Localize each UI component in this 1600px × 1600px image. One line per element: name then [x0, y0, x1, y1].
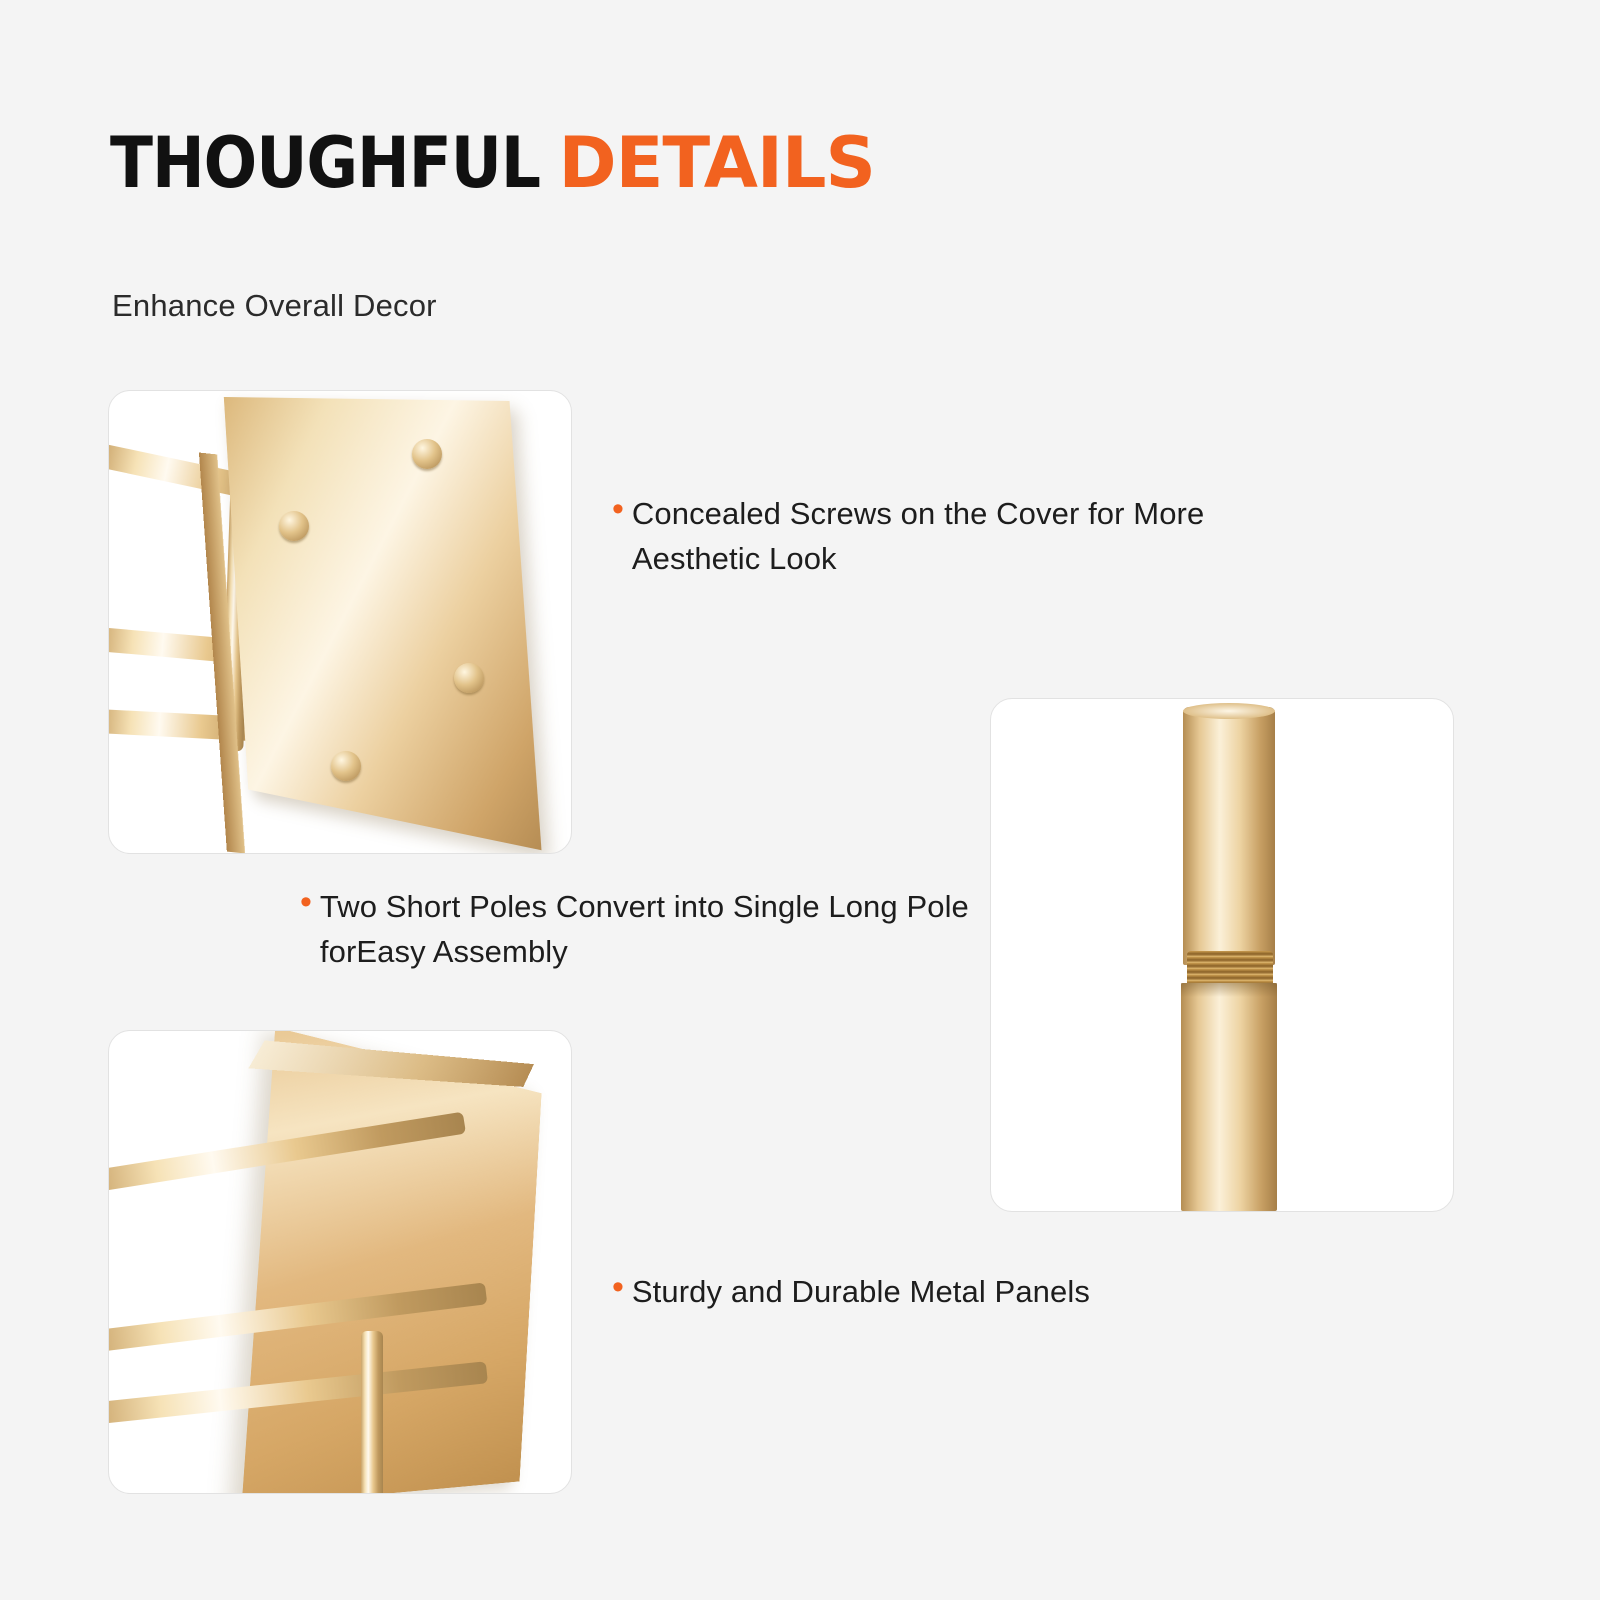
- page-title-accent: DETAILS: [558, 122, 875, 204]
- pole-lower-segment: [1181, 983, 1277, 1211]
- metal-panel-frame-photo: [108, 1030, 572, 1494]
- frame-pole-vertical: [361, 1331, 383, 1494]
- metal-panel-frame-illustration: [109, 1031, 571, 1493]
- screw-bottom-right: [454, 663, 484, 693]
- pole-joint-photo: [990, 698, 1454, 1212]
- screw-top-left: [279, 511, 309, 541]
- cover-plate-screws-illustration: [109, 391, 571, 853]
- cover-plate-screws-photo: [108, 390, 572, 854]
- bullet-icon: •: [300, 883, 312, 921]
- joint-shadow: [1181, 983, 1277, 997]
- cover-plate: [224, 397, 542, 850]
- pole-joint-illustration: [991, 699, 1453, 1211]
- page-subtitle: Enhance Overall Decor: [112, 288, 437, 323]
- feature-concealed-screws: [612, 492, 1292, 582]
- bullet-icon: •: [612, 490, 624, 528]
- pole-top-cap: [1183, 703, 1275, 719]
- metal-panel: [242, 1030, 542, 1494]
- feature-text: Two Short Poles Convert into Single Long Pole forEasy Assembly: [319, 889, 969, 969]
- page-title: [110, 122, 875, 204]
- threaded-connector: [1187, 951, 1273, 987]
- bullet-icon: •: [612, 1268, 624, 1306]
- screw-top-right: [412, 439, 442, 469]
- pole-upper-segment: [1183, 707, 1275, 965]
- feature-text: Concealed Screws on the Cover for More Aesthetic Look: [631, 496, 1205, 576]
- feature-two-short-poles: [300, 885, 980, 975]
- feature-text: Sturdy and Durable Metal Panels: [631, 1274, 1090, 1309]
- screw-bottom-left: [331, 751, 361, 781]
- feature-sturdy-panels: [612, 1270, 1090, 1315]
- page-title-primary: THOUGHFUL: [110, 122, 541, 204]
